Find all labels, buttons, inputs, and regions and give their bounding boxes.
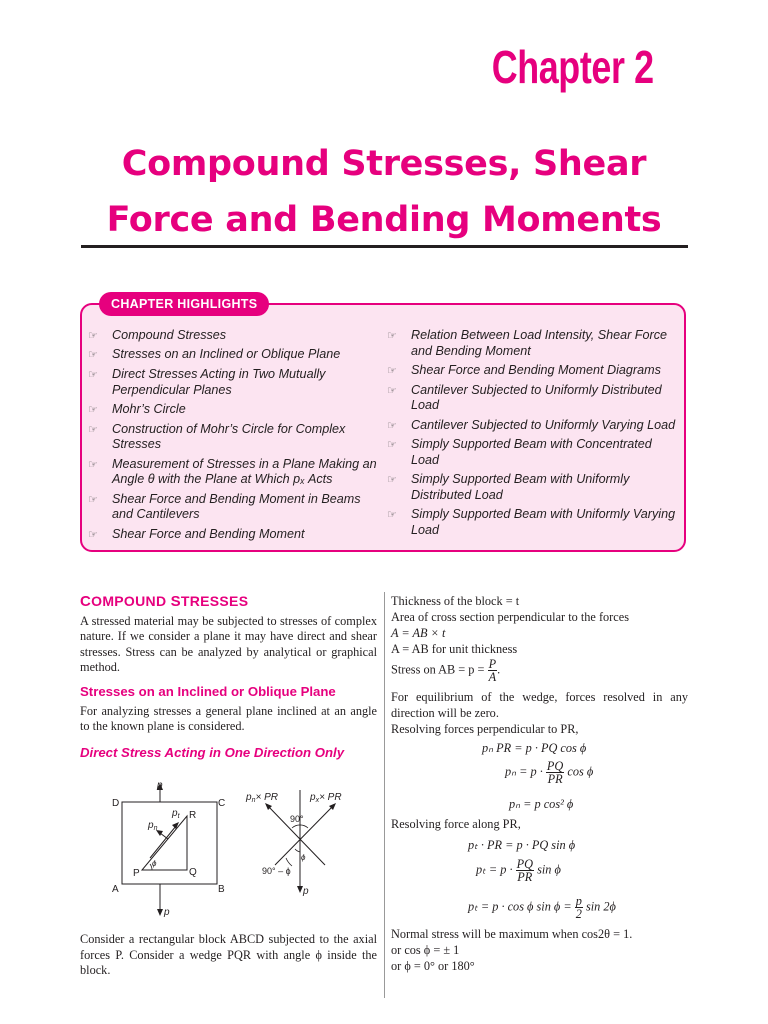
- highlight-text: Stresses on an Inclined or Oblique Plane: [112, 347, 341, 362]
- chapter-title: [0, 136, 768, 248]
- highlight-item: [88, 347, 378, 363]
- eq-area: A = AB × t: [391, 626, 446, 640]
- label-px-x-pr: $p_x\times$ PR: [310, 792, 342, 804]
- highlight-text: Construction of Mohr’s Circle for Complex Stresses: [112, 421, 346, 452]
- text-unit-thickness: A = AB for unit thickness: [391, 642, 518, 656]
- highlights-left-list: [88, 328, 378, 546]
- highlight-item: [88, 527, 378, 543]
- highlight-text: Simply Supported Beam with Concentrated Load: [411, 437, 652, 467]
- pointing-hand-icon: ☞: [88, 493, 98, 506]
- label-90-minus-phi: 90° – ϕ: [262, 866, 291, 876]
- highlight-item: [88, 328, 378, 344]
- highlight-item: [387, 328, 682, 359]
- label-pt: $p_t$: [172, 808, 180, 820]
- label-C: C: [218, 798, 226, 809]
- pointing-hand-icon: ☞: [387, 419, 397, 432]
- pointing-hand-icon: ☞: [88, 404, 98, 417]
- text-equilibrium: For equilibrium of the wedge, forces resolved in any direction will be zero.: [391, 690, 688, 720]
- eq-pn-ratio: pₙ = p · $\frac{PQ}{PR}$ cos ϕ: [505, 759, 594, 786]
- chapter-title-line1: Compound Stresses, Shear: [121, 144, 647, 184]
- highlight-item: [88, 367, 378, 398]
- label-phi: ϕ: [152, 859, 157, 868]
- pointing-hand-icon: ☞: [387, 509, 397, 522]
- label-p-top: p: [157, 780, 163, 791]
- subsubsection-title-direct-stress: Direct Stress Acting in One Direction Only: [80, 744, 345, 760]
- highlight-item: [88, 492, 378, 523]
- text-thickness: Thickness of the block = t: [391, 594, 520, 608]
- section-title-compound-stresses: COMPOUND STRESSES: [80, 593, 249, 610]
- highlight-item: [387, 472, 682, 503]
- subsection-paragraph: For analyzing stresses a general plane inclined at an angle to the known plane is considered.: [80, 703, 377, 734]
- pointing-hand-icon: ☞: [387, 384, 397, 397]
- text-phi-values: or ϕ = 0° or 180°: [391, 959, 475, 973]
- eq-stress-ab: Stress on AB = p = $\frac{P}{A}$ .: [391, 657, 501, 684]
- highlights-right-list: [387, 328, 682, 542]
- chapter-highlights-label: CHAPTER HIGHLIGHTS: [99, 292, 269, 316]
- label-R: R: [189, 810, 197, 821]
- highlight-item: [387, 383, 682, 414]
- pointing-hand-icon: ☞: [88, 330, 98, 342]
- label-p-bottom: p: [164, 907, 170, 918]
- text-resolving-along: Resolving force along PR,: [391, 817, 521, 831]
- highlight-item: [387, 437, 682, 468]
- pointing-hand-icon: ☞: [387, 365, 397, 378]
- highlight-item: [88, 402, 378, 418]
- highlight-item: [88, 457, 378, 488]
- highlight-text: Shear Force and Bending Moment in Beams and Cantilevers: [112, 491, 361, 522]
- highlight-text: Compound Stresses: [112, 328, 227, 342]
- highlight-text: Simply Supported Beam with Uniformly Distributed Load: [411, 472, 630, 502]
- pointing-hand-icon: ☞: [88, 423, 98, 436]
- title-divider: [81, 245, 688, 248]
- subsection-title-inclined-plane: Stresses on an Inclined or Oblique Plane: [80, 683, 336, 699]
- label-A: A: [112, 884, 119, 895]
- highlight-item: [387, 418, 682, 434]
- pointing-hand-icon: ☞: [88, 368, 98, 381]
- text-resolving-perpendicular: Resolving forces perpendicular to PR,: [391, 722, 579, 736]
- highlight-item: [387, 363, 682, 379]
- highlight-text: Cantilever Subjected to Uniformly Varying Load: [411, 417, 676, 432]
- highlight-text: Shear Force and Bending Moment: [112, 526, 305, 541]
- label-Q: Q: [189, 867, 197, 878]
- label-D: D: [112, 798, 120, 809]
- label-p-right: p: [303, 886, 309, 897]
- text-area: Area of cross section perpendicular to the forces: [391, 610, 629, 624]
- text-cos-phi: or cos ϕ = ± 1: [391, 943, 460, 957]
- pointing-hand-icon: ☞: [387, 474, 397, 487]
- highlight-item: [387, 507, 682, 538]
- eq-pt-ratio: pₜ = p · $\frac{PQ}{PR}$ sin ϕ: [476, 857, 561, 884]
- wedge-stress-diagram: [100, 780, 370, 925]
- label-90-deg: 90°: [290, 814, 304, 824]
- highlight-text: Relation Between Load Intensity, Shear Force and Bending Moment: [411, 328, 667, 358]
- highlight-text: Simply Supported Beam with Uniformly Varying Load: [411, 507, 676, 537]
- label-pn: $p_n$: [148, 820, 158, 832]
- eq-pt-pr: pₜ · PR = p · PQ sin ϕ: [468, 838, 576, 852]
- highlight-text: Mohr’s Circle: [112, 402, 186, 417]
- pointing-hand-icon: ☞: [88, 349, 98, 362]
- highlight-text: Measurement of Stresses in a Plane Making an Angle θ with the Plane at Which pₓ Acts: [112, 456, 377, 487]
- label-P: P: [133, 868, 140, 879]
- highlight-text: Shear Force and Bending Moment Diagrams: [411, 363, 661, 378]
- highlight-text: Cantilever Subjected to Uniformly Distributed Load: [411, 382, 662, 413]
- label-B: B: [218, 884, 225, 895]
- pointing-hand-icon: ☞: [387, 330, 397, 342]
- chapter-number: Chapter 2: [492, 41, 654, 93]
- arrow-down-icon: [157, 909, 163, 916]
- eq-pn-pr: pₙ PR = p · PQ cos ϕ: [482, 741, 587, 755]
- eq-pn-cos2: pₙ = p cos² ϕ: [509, 797, 574, 811]
- eq-pt-sin2: pₜ = p · cos ϕ sin ϕ = $\frac{p}{2}$ sin 2ϕ: [468, 894, 616, 921]
- intro-paragraph: A stressed material may be subjected to stresses of complex nature. If we consider a plane it may have direct and shear stresses. Stress can be analyzed by analytical or graphical method.: [80, 613, 377, 675]
- pointing-hand-icon: ☞: [387, 439, 397, 452]
- label-pn-x-pr: $p_n\times$ PR: [246, 792, 278, 804]
- pointing-hand-icon: ☞: [88, 458, 98, 471]
- text-normal-max: Normal stress will be maximum when cos2θ = 1.: [391, 927, 633, 941]
- pointing-hand-icon: ☞: [88, 528, 98, 541]
- highlight-item: [88, 422, 378, 453]
- wedge-paragraph: Consider a rectangular block ABCD subjected to the axial forces P. Consider a wedge PQR with angle ϕ inside the block.: [80, 932, 377, 978]
- label-phi-2: ϕ: [301, 853, 306, 862]
- column-divider: [384, 592, 385, 998]
- chapter-title-line2: Force and Bending Moments: [106, 200, 662, 240]
- highlight-text: Direct Stresses Acting in Two Mutually Perpendicular Planes: [112, 366, 326, 397]
- left-column: [80, 594, 377, 760]
